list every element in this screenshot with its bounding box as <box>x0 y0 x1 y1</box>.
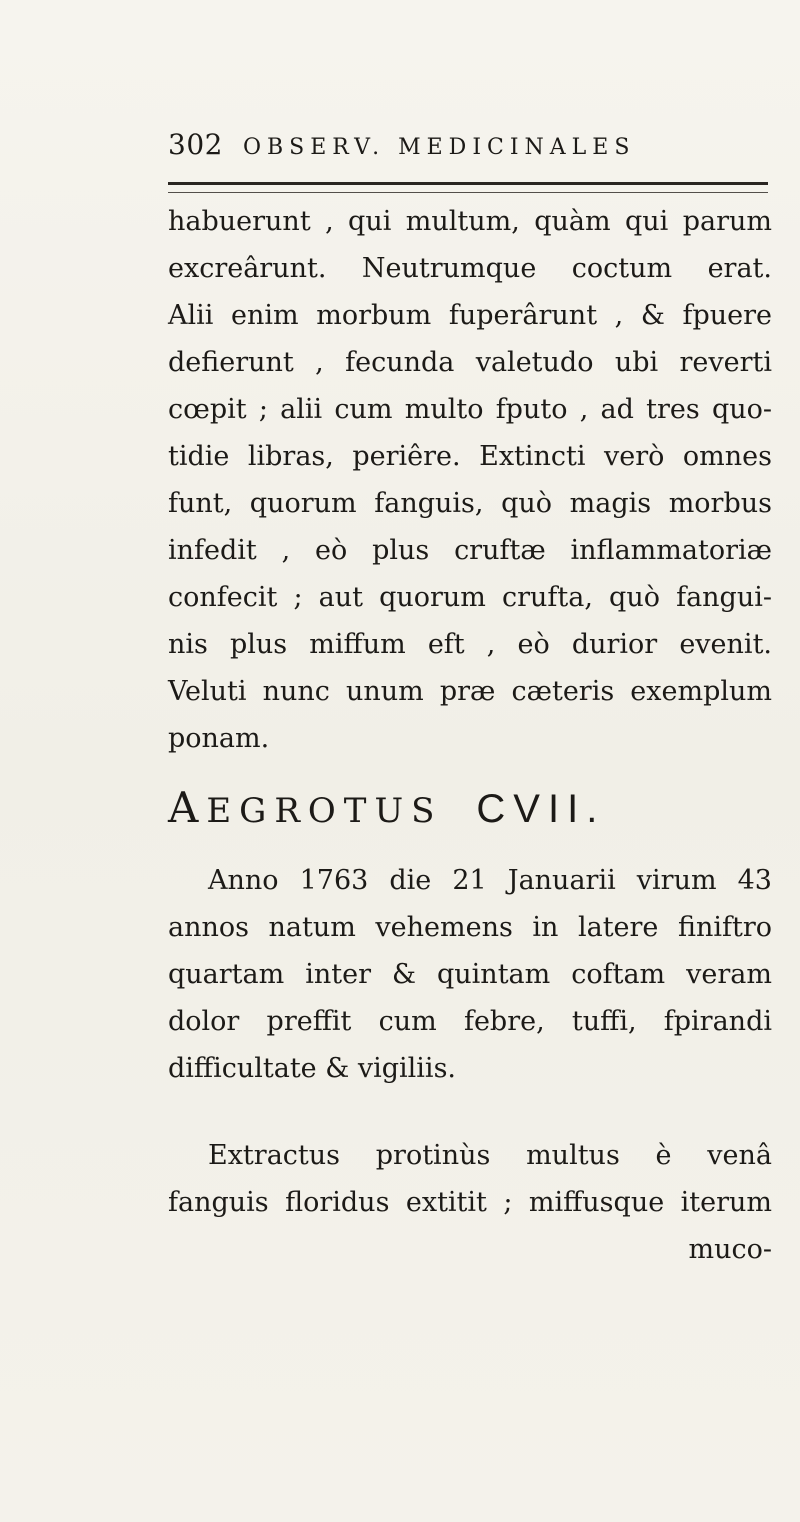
text-line: defierunt , fecunda valetudo ubi reverti <box>168 347 772 378</box>
text-line: Extractus protinùs multus è venâ <box>208 1140 772 1171</box>
catchword: muco- <box>688 1234 772 1265</box>
running-head: OBSERV. MEDICINALES <box>242 135 636 160</box>
text-line: Alii enim morbum fuperârunt , & fpuere <box>168 300 772 331</box>
text-line: quartam inter & quintam coftam veram <box>168 959 772 990</box>
text-line: funt, quorum fanguis, quò magis morbus <box>168 488 772 519</box>
text-line: dolor preffit cum febre, tuffi, fpirandi <box>168 1006 772 1037</box>
text-line: infedit , eò plus cruftæ inflammatoriæ <box>168 535 772 566</box>
text-line: annos natum vehemens in latere finiftro <box>168 912 772 943</box>
text-line: Anno 1763 die 21 Januarii virum 43 <box>208 865 772 896</box>
text-line: fanguis floridus extitit ; miffusque iterum <box>168 1187 772 1218</box>
case-number: CVII. <box>476 787 606 831</box>
text-line: cœpit ; alii cum multo fputo , ad tres quo- <box>168 394 772 425</box>
text-line: difficultate & vigiliis. <box>168 1053 457 1084</box>
text-line: confecit ; aut quorum crufta, quò fangui- <box>168 582 772 613</box>
header-rule-thin <box>168 192 768 193</box>
page-number: 302 <box>168 128 223 161</box>
text-line: nis plus miffum eft , eò durior evenit. <box>168 629 772 660</box>
case-heading-word: AEGROTUS <box>168 783 443 832</box>
text-line: Veluti nunc unum præ cæteris exemplum <box>168 676 772 707</box>
header-rule-thick <box>168 182 768 185</box>
text-line: ponam. <box>168 723 270 754</box>
text-line: tidie libras, periêre. Extincti verò omnes <box>168 441 772 472</box>
page-header <box>168 128 768 168</box>
text-line: habuerunt , qui multum, quàm qui parum <box>168 206 772 237</box>
text-line: excreârunt. Neutrumque coctum erat. <box>168 253 772 284</box>
case-heading <box>168 783 768 833</box>
